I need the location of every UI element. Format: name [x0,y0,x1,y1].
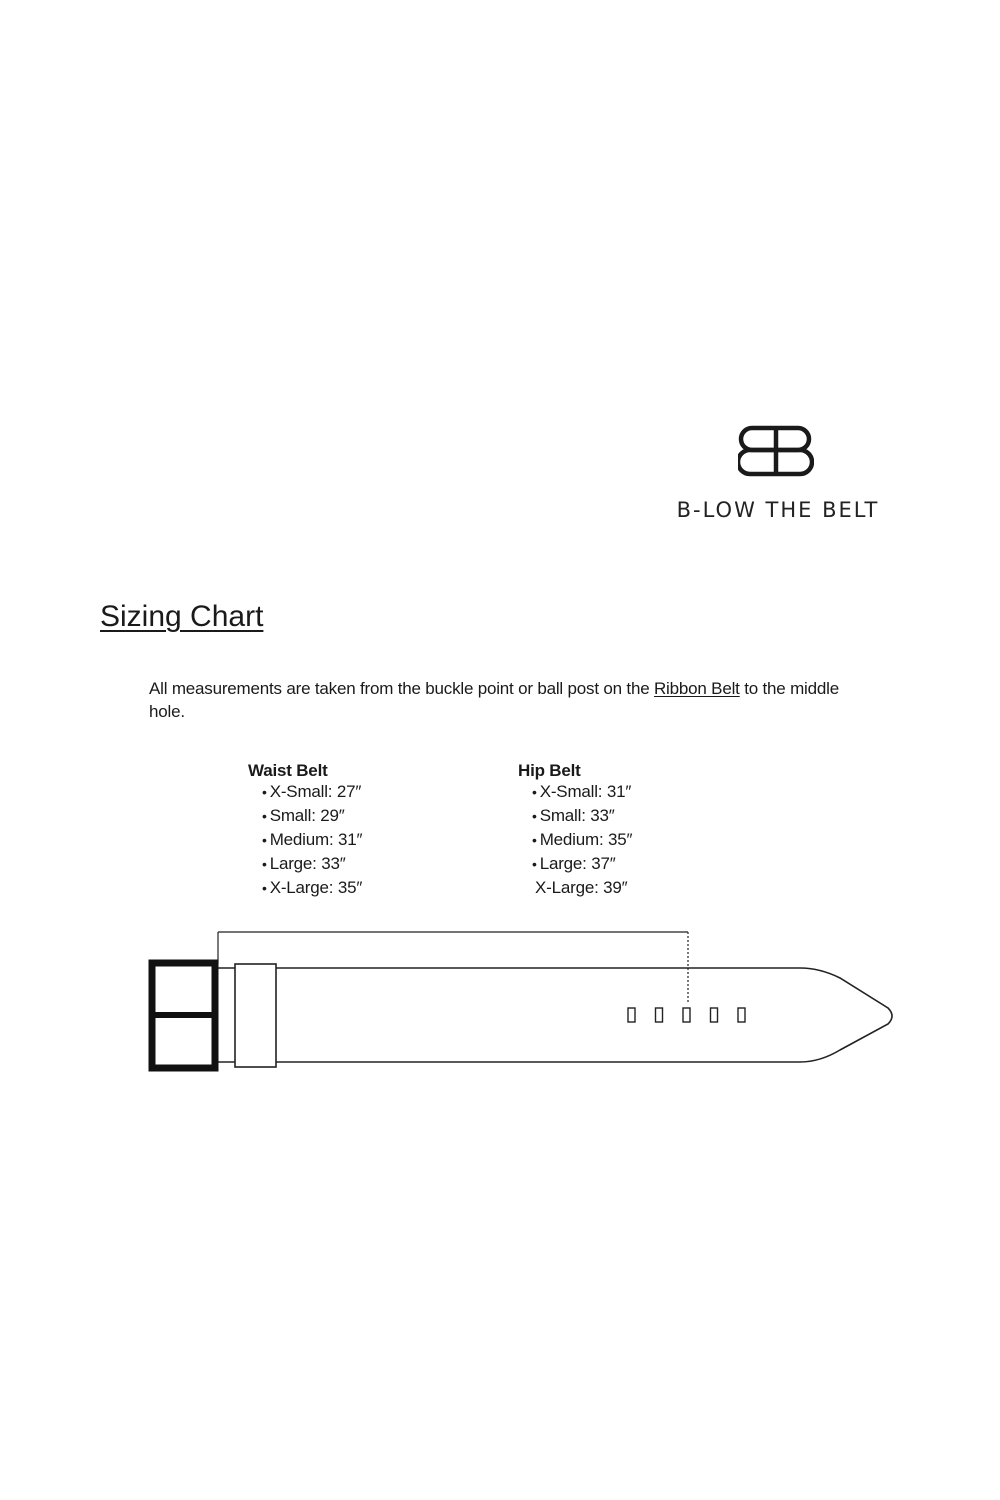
list-item [262,780,362,804]
list-item [262,828,362,852]
double-b-monogram-icon [738,424,814,478]
bullet: • [262,832,267,848]
bullet: • [532,784,537,800]
bullet: • [532,832,537,848]
intro-text-before: All measurements are taken from the buckle point or ball post on the [149,679,654,698]
size-label: X-Large: 35″ [269,878,363,897]
brand-name: B-LOW THE BELT [676,498,880,522]
list-item [532,804,632,828]
size-label: Small: 33″ [539,806,615,825]
size-label: Medium: 35″ [539,830,633,849]
belt-keeper [235,964,276,1067]
size-label: X-Large: 39″ [535,878,628,897]
bullet: • [262,880,267,896]
belt-hole [711,1008,718,1022]
bullet: • [262,808,267,824]
list-item [532,876,632,900]
bullet: • [262,784,267,800]
size-label: X-Small: 31″ [539,782,632,801]
belt-diagram-icon [140,920,910,1085]
list-item [262,852,362,876]
buckle-icon [152,963,215,1068]
intro-text-after: to the middle hole. [149,679,839,721]
list-item [262,804,362,828]
belt-holes [628,1008,745,1022]
size-label: Large: 33″ [269,854,346,873]
list-item [532,780,632,804]
hip-belt-heading: Hip Belt [518,761,581,780]
hip-belt-list [518,780,632,900]
belt-hole [656,1008,663,1022]
hip-belt-sizes [518,762,632,900]
belt-hole [738,1008,745,1022]
list-item [532,852,632,876]
size-label: X-Small: 27″ [269,782,362,801]
list-item [532,828,632,852]
belt-hole [628,1008,635,1022]
intro-text [149,677,869,723]
size-label: Large: 37″ [539,854,616,873]
waist-belt-heading: Waist Belt [248,761,328,780]
belt-strap [218,968,892,1062]
size-label: Medium: 31″ [269,830,363,849]
size-label: Small: 29″ [269,806,345,825]
ribbon-belt-link[interactable]: Ribbon Belt [653,679,740,698]
waist-belt-list [248,780,362,900]
brand-logo [650,424,906,524]
belt-hole [683,1008,690,1022]
list-item [262,876,362,900]
waist-belt-sizes [248,762,362,900]
bullet: • [532,856,537,872]
bullet: • [532,808,537,824]
bullet: • [262,856,267,872]
page-title: Sizing Chart [100,600,264,633]
